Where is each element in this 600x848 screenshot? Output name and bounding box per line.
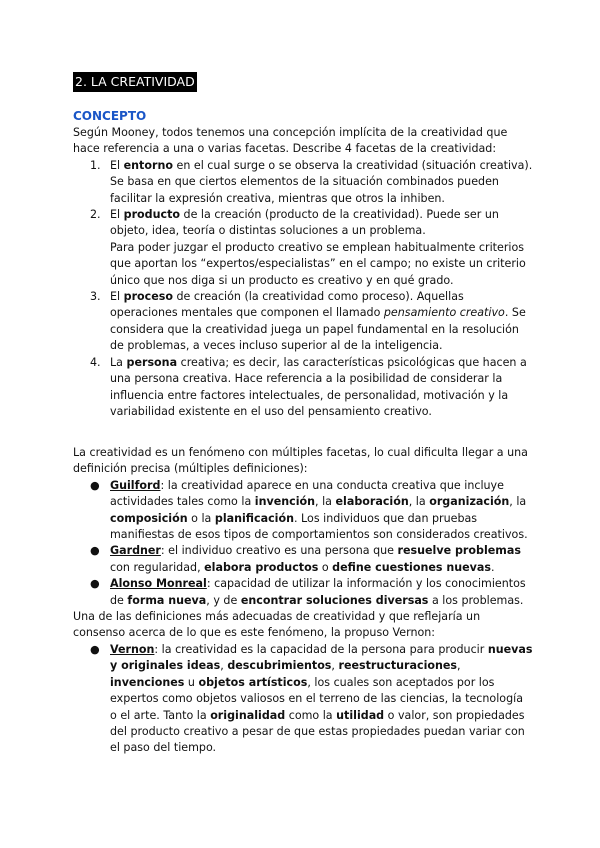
keyword: originalidad xyxy=(210,708,286,722)
facet-text: de creación (la creatividad como proceso). Aquellas operaciones mentales que componen el llamado xyxy=(110,290,464,320)
facet-keyword: persona xyxy=(126,355,178,369)
facet-text: El xyxy=(110,158,124,172)
facet-text: La xyxy=(110,355,127,369)
definition-text: , la xyxy=(315,495,336,509)
keyword: planificación xyxy=(214,511,294,525)
definition-text: . xyxy=(490,560,495,574)
keyword: resuelve problemas xyxy=(397,544,521,558)
definition-text: , los cuales son aceptados por los expertos como objetos valiosos en el terreno de las ciencias, la tecnología o el arte. Tanto la xyxy=(110,675,524,722)
author-name: Gardner xyxy=(110,544,161,558)
facet-keyword: entorno xyxy=(123,158,173,172)
vernon-intro: Una de las definiciones más adecuadas de creatividad y que reflejaría un consenso acerca de lo que es este fenómeno, la propuso Vernon: xyxy=(73,610,481,640)
definition-text: , xyxy=(457,659,461,673)
definition-text: , xyxy=(331,659,339,673)
facet-text: en el cual surge o se observa la creatividad (situación creativa). Se basa en que ciertos elementos de la situación combinados pueden facilitar la expresión creativa, mientras que otros la inhiben. xyxy=(110,158,533,205)
list-number: 4. xyxy=(90,355,101,369)
definition-text: : la creatividad es la capacidad de la persona para producir xyxy=(154,642,488,656)
definitions-intro: La creatividad es un fenómeno con múltiples facetas, lo cual dificulta llegar a una definición precisa (múltiples definiciones): xyxy=(73,446,528,476)
definition-text: . Los individuos que dan pruebas manifiestas de esos tipos de comportamientos son considerados creativos. xyxy=(110,511,528,542)
list-item xyxy=(90,289,533,355)
keyword: forma nueva xyxy=(127,593,207,607)
list-item xyxy=(90,642,533,757)
bullet-icon: ● xyxy=(90,544,100,558)
definition-text: , la xyxy=(509,495,527,509)
concepto-intro: Según Mooney, todos tenemos una concepción implícita de la creatividad que hace referencia a una o varias facetas. Describe 4 facetas de la creatividad: xyxy=(73,126,508,156)
definitions-block xyxy=(73,445,533,757)
definition-text: o xyxy=(318,560,333,574)
keyword: invención xyxy=(254,495,316,509)
keyword: elaboración xyxy=(335,495,409,509)
bullet-icon: ● xyxy=(90,478,100,492)
definition-text: , y de xyxy=(206,593,241,607)
definition-text: como la xyxy=(285,708,337,722)
vernon-list xyxy=(73,642,533,757)
facet-text: creativa; es decir, las características psicológicas que hacen a una persona creativa. Hace referencia a la posibilidad de considerar la influencia entre factores intelectuales, de personalidad, motivación y la variabilidad existente en el uso del pensamiento creativo. xyxy=(110,355,527,418)
definition-text: u xyxy=(184,675,199,689)
facet-text: El xyxy=(110,290,124,304)
facet-text: de la creación (producto de la creatividad). Puede ser un objeto, idea, teoría o distintas soluciones a un problema. xyxy=(110,208,499,238)
facet-keyword: producto xyxy=(123,208,180,222)
keyword: utilidad xyxy=(336,708,385,722)
author-name: Guilford xyxy=(110,478,161,492)
keyword: nuevas y originales ideas xyxy=(110,642,533,673)
list-number: 1. xyxy=(90,158,101,172)
definition-text: con regularidad, xyxy=(110,560,205,574)
keyword: organización xyxy=(429,495,510,509)
concepto-block xyxy=(73,125,533,420)
facet-text: El xyxy=(110,208,124,222)
list-item xyxy=(90,207,533,289)
keyword: define cuestiones nuevas xyxy=(332,560,491,574)
keyword: invenciones xyxy=(110,675,185,689)
list-number: 2. xyxy=(90,208,101,222)
definitions-list xyxy=(73,478,533,609)
definition-text: a los problemas. xyxy=(428,593,524,607)
facet-keyword: proceso xyxy=(123,290,173,304)
keyword: composición xyxy=(110,511,188,525)
keyword: reestructuraciones xyxy=(338,659,458,673)
author-name: Alonso Monreal xyxy=(110,577,207,591)
subsection-heading: CONCEPTO xyxy=(73,109,147,123)
definition-text: o valor, son propiedades del producto creativo a pesar de que estas propiedades puedan variar con el paso del tiempo. xyxy=(110,708,525,755)
author-name: Vernon xyxy=(110,642,155,656)
keyword: elabora productos xyxy=(204,560,319,574)
keyword: objetos artísticos xyxy=(198,675,308,689)
facet-extra-text: Para poder juzgar el producto creativo se emplean habitualmente criterios que aportan los “expertos/especialistas” en el campo; no existe un criterio único que nos diga si un producto es creativo y en qué grado. xyxy=(110,240,526,287)
definition-text: , xyxy=(220,659,228,673)
list-item xyxy=(90,543,533,576)
list-item xyxy=(90,355,533,421)
section-heading: 2. LA CREATIVIDAD xyxy=(73,72,197,92)
list-item xyxy=(90,576,533,609)
definition-text: : capacidad de utilizar la información y los conocimientos de xyxy=(110,577,526,607)
bullet-icon: ● xyxy=(90,642,100,656)
definition-text: : la creatividad aparece en una conducta creativa que incluye actividades tales como la xyxy=(110,478,504,509)
definition-text: o la xyxy=(187,511,215,525)
definition-text: , la xyxy=(408,495,430,509)
facets-list xyxy=(73,158,533,421)
bullet-icon: ● xyxy=(90,577,100,591)
list-number: 3. xyxy=(90,290,101,304)
keyword: descubrimientos xyxy=(227,659,332,673)
list-item xyxy=(90,478,533,544)
facet-italic-term: pensamiento creativo xyxy=(383,306,505,320)
list-item xyxy=(90,158,533,207)
facet-text: . Se considera que la creatividad juega un papel fundamental en la resolución de problemas, a veces incluso superior al de la inteligencia. xyxy=(110,306,526,353)
definition-text: : el individuo creativo es una persona que xyxy=(160,544,398,558)
keyword: encontrar soluciones diversas xyxy=(240,593,429,607)
